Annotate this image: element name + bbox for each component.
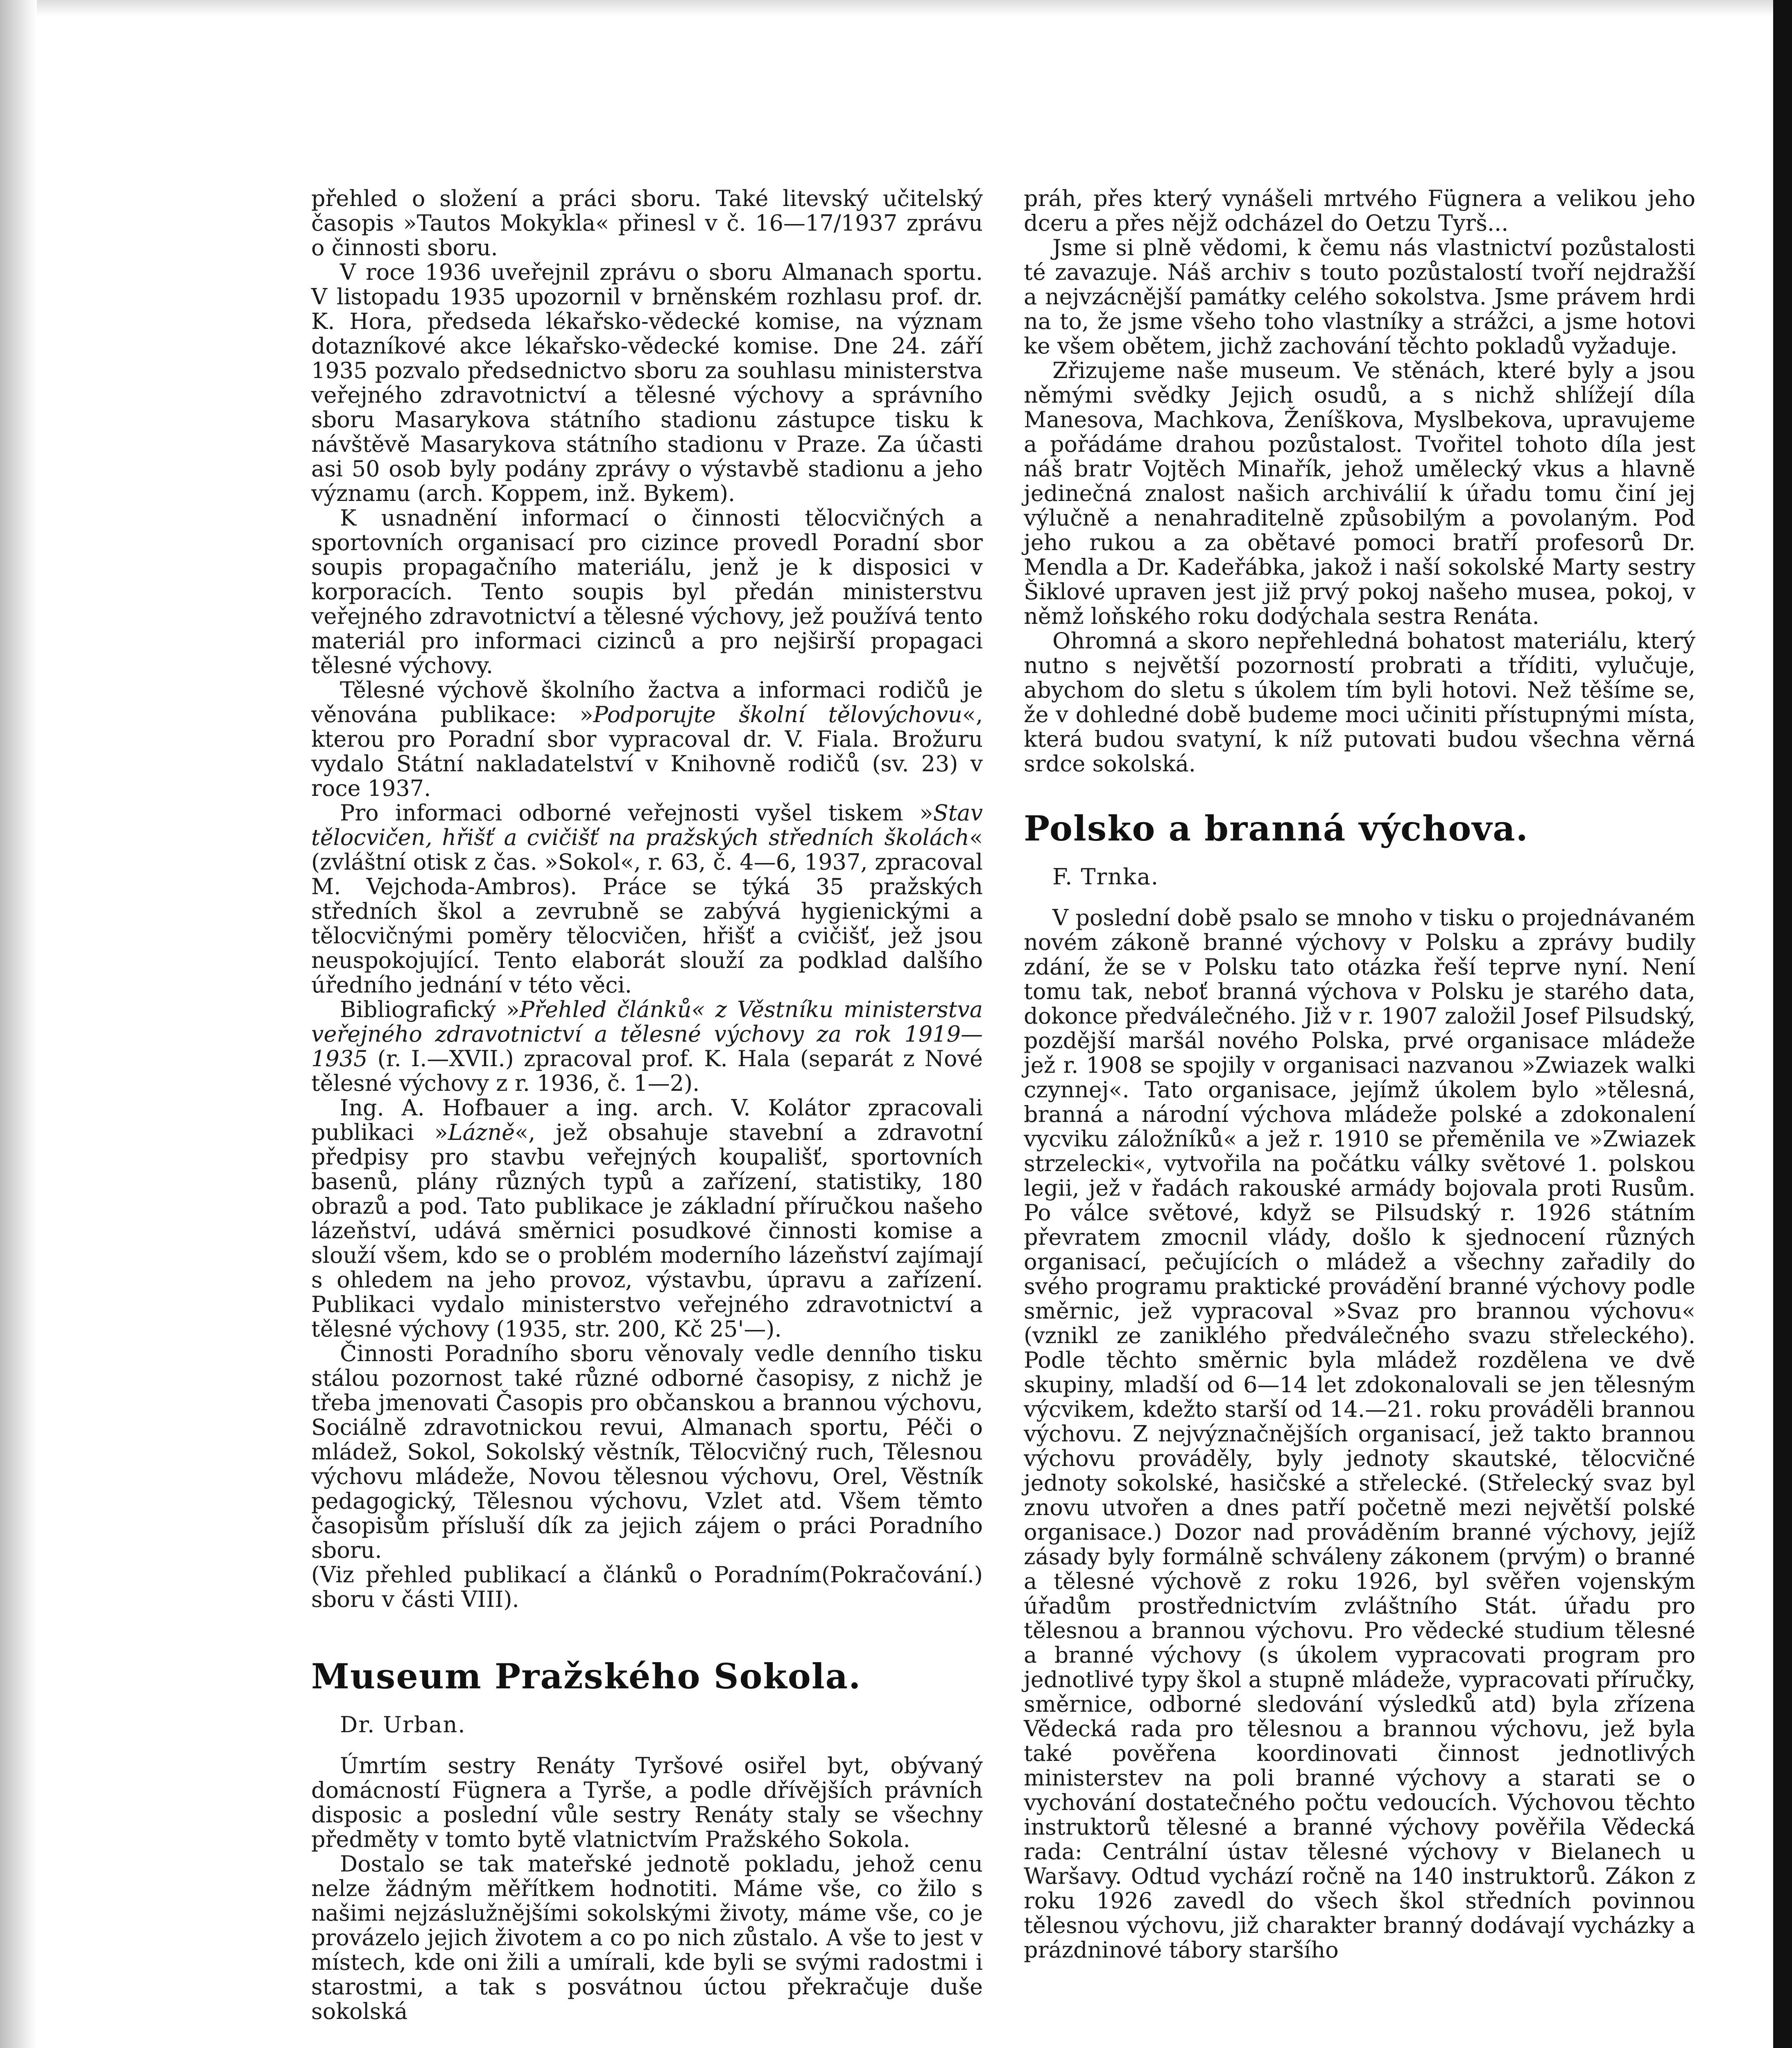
paragraph: Činnosti Poradního sboru věnovaly vedle denního tisku stálou pozornost také různé odborné časopisy, z nichž je třeba jmenovati Časopis pro občanskou a brannou výchovu, Sociálně zdravotnickou revui, Almanach sportu, Péči o mládež, Sokol, Sokolský věstník, Tělocvičný ruch, Tělesnou výchovu mládeže, Novou tělesnou výchovu, Orel, Věstník pedagogický, Tělesnou výchovu, Vzlet atd. Všem těmto časopisům přísluší dík za jejich zájem o práci Poradního sboru. [311, 1341, 983, 1563]
paragraph: V poslední době psalo se mnoho v tisku o projednávaném novém zákoně branné výchovy v Polsku a zprávy budily zdání, že se v Polsku tato otázka řeší teprve nyní. Není tomu tak, neboť branná výchova v Polsku je starého data, dokonce předválečného. Již v r. 1907 založil Josef Pilsudský, pozdější maršál nového Polska, prvé organisace mládeže jež r. 1908 se spojily v organisaci nazvanou »Zwiazek walki czynnej«. Tato organisace, jejímž úkolem bylo »tělesná, branná a národní výchova mládeže polské a zdokonalení vycviku záložníků« a jež r. 1910 se přeměnila ve »Zwiazek strzelecki«, vytvořila na počátku války světové 1. polskou legii, jež v řadách rakouské armády bojovala proti Rusům. Po válce světové, když se Pilsudský r. 1926 státním převratem zmocnil vlády, došlo k sjednocení různých organisací, pečujících o mládež a všechny zařadily do svého programu praktické provádění branné výchovy podle směrnic, jež vypracoval »Svaz pro brannou výchovu« (vznikl ze zaniklého předválečného svazu střeleckého). Podle těchto směrnic byla mládež rozdělena ve dvě skupiny, mladší od 6—14 let zdokonalovali se jen tělesným výcvikem, kdežto starší od 14.—21. roku prováděli brannou výchovu. Z nejvýznačnějších organisací, jež takto brannou výchovu prováděly, byly jednoty skautské, tělocvičné jednoty sokolské, hasičské a střelecké. (Střelecký svaz byl znovu utvořen a dnes patří početně mezi největší polské organisace.) Dozor nad prováděním branné výchovy, jejíž zásady byly formálně schváleny zákonem (prvým) o branné a tělesné výchově z roku 1926, byl svěřen vojenským úřadům prostřednictvím zvláštního Stát. úřadu pro tělesnou a brannou výchovu. Pro vědecké studium tělesné a branné výchovy (s úkolem vypracovati program pro jednotlivé typy škol a stupně mládeže, vypracovati příručky, směrnice, odborné sledování výsledků atd) byla zřízena Vědecká rada pro tělesnou a brannou výchovu, jež byla také pověřena koordinovati činnost jednotlivých ministerstev na poli branné výchovy a starati se o vychování dostatečného počtu vedoucích. Výchovou těchto instruktorů tělesné a branné výchovy pověřila Vědecká rada: Centrální ústav tělesné výchovy v Bielanech u Waršavy. Odtud vychází ročně na 140 instruktorů. Zákon z roku 1926 zavedl do všech škol středních povinnou tělesnou výchovu, již charakter branný dodávají vycházky a prázdninové tábory staršího [1024, 905, 1695, 1963]
right-column [1024, 186, 1695, 1962]
continued-note: (Pokračování.) [821, 1562, 983, 1588]
paragraph: V roce 1936 uveřejnil zprávu o sboru Almanach sportu. V listopadu 1935 upozornil v brněnském rozhlasu prof. dr. K. Hora, předseda lékařsko-vědecké komise, na význam dotazníkové akce lékařsko-vědecké komise. Dne 24. září 1935 pozvalo předsednictvo sboru za souhlasu ministerstva veřejného zdravotnictví a tělesné výchovy a správního sboru Masarykova státního stadionu zástupce tisku k návštěvě Masarykova státního stadionu v Praze. Za účasti asi 50 osob byly podány zprávy o výstavbě stadionu a jeho významu (arch. Koppem, inž. Bykem). [311, 259, 983, 506]
paragraph: práh, přes který vynášeli mrtvého Fügnera a velikou jeho dceru a přes nějž odcházel do Oetzu Tyrš... [1024, 186, 1695, 236]
paragraph-end: (Viz přehled publikací a článků o Poradním sboru v části VIII). [311, 1562, 821, 1612]
text-run: «, kterou pro Poradní sbor vypracoval dr. V. Fiala. Brožuru vydalo Státní nakladatelství v Knihovně rodičů (sv. 23) v roce 1937. [311, 702, 983, 801]
paragraph: Zřizujeme naše museum. Ve stěnách, které byly a jsou němými svědky Jejich osudů, a s nichž shlížejí díla Manesova, Machkova, Ženíškova, Myslbekova, upravujeme a pořádáme drahou pozůstalost. Tvořitel tohoto díla jest náš bratr Vojtěch Minařík, jehož umělecký vkus a hlavně jedinečná znalost našich archiválií k úřadu tomu činí jej výlučně a nenahraditelně způsobilým a povolaným. Pod jeho rukou a za obětavé pomoci bratří profesorů Dr. Mendla a Dr. Kadeřábka, jakož i naší sokolské Marty sestry Šiklové upraven jest již prvý pokoj našeho musea, pokoj, v němž loňského roku dodýchala sestra Renáta. [1024, 358, 1695, 629]
paragraph: K usnadnění informací o činnosti tělocvičných a sportovních organisací pro cizince provedl Poradní sbor soupis propagačního materiálu, jenž je k disposici v korporacích. Tento soupis byl předán ministerstvu veřejného zdravotnictví a tělesné výchovy, jež používá tento materiál pro informaci cizinců a pro nejširší propagaci tělesné výchovy. [311, 505, 983, 678]
publication-title: Přehled článků« z Věstníku ministerstva veřejného zdravotnictví a tělesné výchovy za rok 1919—1935 [311, 997, 983, 1072]
scan-edge-top [37, 0, 1773, 16]
text-run: (r. I.—XVII.) zpracoval prof. K. Hala (separát z Nové tělesné výchovy z r. 1936, č. 1—2). [311, 1046, 983, 1096]
section-heading-polsko: Polsko a branná výchova. [1024, 808, 1529, 849]
paragraph [311, 997, 983, 1096]
paragraph: Jsme si plně vědomi, k čemu nás vlastnictví pozůstalosti té zavazuje. Náš archiv s touto pozůstalostí tvoří nejdražší a nejvzácnější památky celého sokolstva. Jsme právem hrdi na to, že jsme všeho toho vlastníky a strážci, a jsme hotovi ke všem obětem, jichž zachování těchto pokladů vyžaduje. [1024, 235, 1695, 359]
paragraph: Dostalo se tak mateřské jednotě pokladu, jehož cenu nelze žádným měřítkem hodnotiti. Máme vše, co žilo s našimi nejzáslužnějšími sokolskými životy, máme vše, co je provázelo jejich životem a co po nich zůstalo. A vše to jest v místech, kde oni žili a umírali, kde byli se svými radostmi i starostmi, a tak s posvátnou úctou překračuje duše sokolská [311, 1851, 983, 2024]
text-run: Bibliografický » [340, 997, 520, 1022]
paragraph [311, 678, 983, 801]
text-run: «, jež obsahuje stavební a zdravotní předpisy pro stavbu veřejných koupališť, sportovních basenů, plány různých typů a zařízení, statistiky, 180 obrazů a pod. Tato publikace je základní příručkou našeho lázeňství, udává směrnici posudkové činnosti komise a slouží všem, kdo se o problém moderního lázeňství zajímají s ohledem na jeho provoz, výstavbu, úpravu a zařízení. Publikaci vydalo ministerstvo veřejného zdravotnictví a tělesné výchovy (1935, str. 200, Kč 25'—). [311, 1119, 983, 1342]
publication-title: Podporujte školní tělovýchovu [593, 702, 962, 727]
continued-line [311, 1563, 983, 1612]
text-run: Tělesné výchově školního žactva a informaci rodičů je věnována publikace: » [311, 677, 983, 727]
paragraph [311, 801, 983, 997]
author-byline: F. Trnka. [1052, 864, 1159, 890]
text-run: Pro informaci odborné veřejnosti vyšel tiskem » [340, 800, 933, 826]
paragraph: Úmrtím sestry Renáty Tyršové osiřel byt, obývaný domácností Fügnera a Tyrše, a podle dřívějších právních disposic a poslední vůle sestry Renáty staly se všechny předměty v tomto bytě vlatnictvím Pražského Sokola. [311, 1753, 983, 1852]
section-heading-museum: Museum Pražského Sokola. [311, 1656, 862, 1697]
text-run: Ing. A. Hofbauer a ing. arch. V. Kolátor zpracovali publikaci » [311, 1095, 983, 1145]
left-column [311, 186, 983, 2024]
text-run: « (zvláštní otisk z čas. »Sokol«, r. 63, č. 4—6, 1937, zpracoval M. Vejchoda-Ambros). Práce se týká 35 pražských středních škol a zevrubně se zabývá hygienickými a tělocvičnými poměry tělocvičen, hřišť a cvičišť, jež jsou neuspokojující. Tento elaborát slouží za podklad dalšího úředního jednání v této věci. [311, 825, 983, 998]
paragraph: Ohromná a skoro nepřehledná bohatost materiálu, který nutno s největší pozorností probrati a tříditi, vylučuje, abychom do sletu s úkolem tím byli hotovi. Než těšíme se, že v dohledné době budeme moci učiniti přístupnými místa, která budou svatyní, k níž putovati budou všechna věrná srdce sokolská. [1024, 628, 1695, 777]
publication-title: Lázně [448, 1119, 515, 1145]
scan-edge-left [0, 0, 37, 2048]
paragraph [311, 1096, 983, 1341]
scan-edge-right [1773, 0, 1792, 2048]
publication-title: Stav tělocvičen, hřišť a cvičišť na pražských středních školách [311, 800, 983, 850]
author-byline: Dr. Urban. [340, 1712, 466, 1738]
paragraph: přehled o složení a práci sboru. Také litevský učitelský časopis »Tautos Mokykla« přinesl v č. 16—17/1937 zprávu o činnosti sboru. [311, 186, 983, 261]
